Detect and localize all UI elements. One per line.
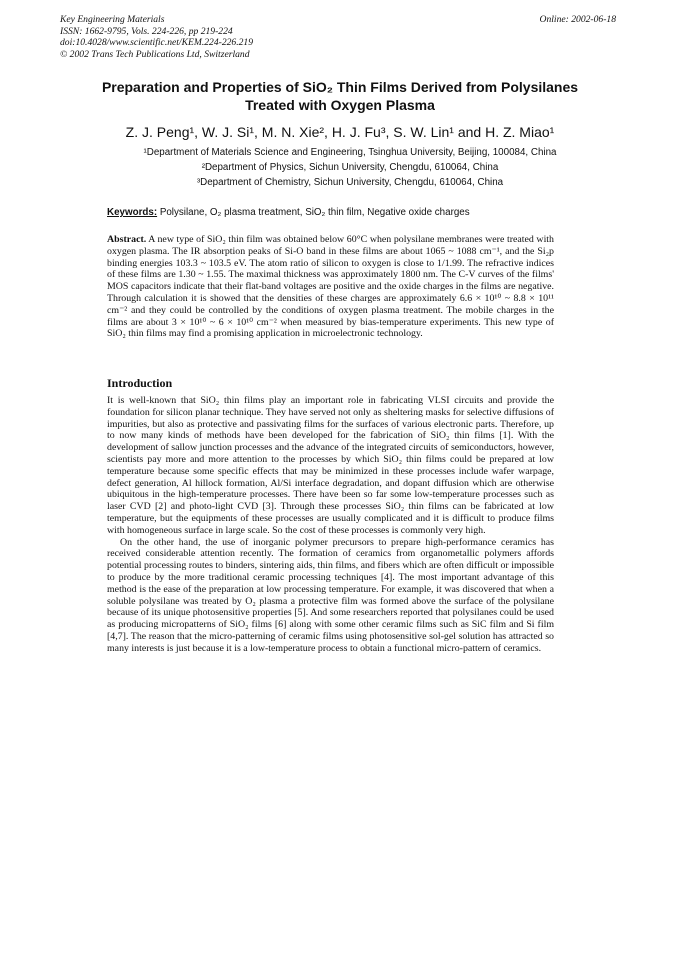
paper-title: Preparation and Properties of SiO₂ Thin Films Derived from Polysilanes Treated with Oxygen Plasma [101,79,579,113]
keywords [107,207,617,218]
paragraph: It is well-known that SiO₂ thin films play an important role in fabricating VLSI circuits and provide the foundation for silicon planar technique. They have served not only as sheltering masks for selective diffusions of impurities, but also as protective and passivating films for the surfaces of various electronic parts. Therefore, up to now many kinds of methods have been developed for the fabrication of SiO₂ thin films [1]. With the development of sallow junction processes and the advance of the integrated circuits of semiconductors, however, scientists pay more and more attention to the processes by which SiO₂ thin films could be prepared at low temperature because some specific effects that may be minimized in these processes include wafer warpage, defect generation, Al hillock formation, Al/Si interface degradation, and dopant diffusion which are otherwise ubiquitous in the high-temperature processes. There have been so far some low-temperature processes such as laser CVD [2] and photo-light CVD [3]. Through these processes SiO₂ thin films can be fabricated at low temperature, but the equipments of these processes are usually complicated and it is difficult to produce films with homogeneous surface in large scale. So the cost of these processes is commonly very high. [107,395,554,536]
journal-name: Key Engineering Materials [60,14,165,25]
issn-line: ISSN: 1662-9795, Vols. 224-226, pp 219-224 [60,25,233,37]
online-date: Online: 2002-06-18 [539,14,616,25]
section-heading-introduction: Introduction [107,376,173,390]
affiliation-1: ¹Department of Materials Science and Engineering, Tsinghua University, Beijing, 100084, China [143,147,557,158]
page-header [60,14,616,60]
keywords-text: Polysilane, O₂ plasma treatment, SiO₂ thin film, Negative oxide charges [159,207,470,218]
author-list: Z. J. Peng¹, W. J. Si¹, M. N. Xie², H. J. Fu³, S. W. Lin¹ and H. Z. Miao¹ [125,124,555,140]
abstract [107,234,554,340]
paragraph: On the other hand, the use of inorganic polymer precursors to prepare high-performance ceramics has received considerable attention recently. The formation of ceramics from organometallic polymers affords potential processing routes to binders, sintering aids, thin films, and fibers which are often difficult or impossible to produce by the more traditional ceramic processing techniques [4]. The most important advantage of this method is the ease of the preparation at low processing temperature. For example, it was discovered that when a soluble polysilane was treated by O₂ plasma a protective film was formed above the surface of the polysilane because of its unique photosensitive properties [5]. And some researchers reported that polysilanes could be used as producing micropatterns of SiO₂ films [6] along with some other ceramic films such as SiC film and Si film [4,7]. The reason that the micro-patterning of ceramic films using photosensitive sol-gel solution has attracted so many interests is just because it is a low-temperature process to obtain a functional micro-pattern of ceramics. [107,536,554,654]
doi-link[interactable]: doi:10.4028/www.scientific.net/KEM.224-226.219 [60,37,254,49]
abstract-label: Abstract. [107,234,147,245]
affiliation-3: ³Department of Chemistry, Sichun University, Chengdu, 610064, China [196,177,504,188]
abstract-text: A new type of SiO₂ thin film was obtained below 60°C when polysilane membranes were treated with oxygen plasma. The IR absorption peaks of Si-O band in these films are about 1065 ~ 1088 cm⁻¹, and the Si₂p binding energies 103.3 ~ 103.5 eV. The atom ratio of silicon to oxygen is close to 1/1.99. The refractive indices of these films are 1.30 ~ 1.55. The maximal thickness was approximately 1800 nm. The C-V curves of the films' MOS capacitors indicate that their flat-band voltages are positive and the oxide charges in the films are negative. Through calculation it is showed that the densities of these charges are approximately 6.6 × 10¹⁰ ~ 8.8 × 10¹¹ cm⁻² and they could be controlled by the conditions of oxygen plasma treatment. The mobile charges in the films are about 3 × 10¹⁰ ~ 6 × 10¹⁰ cm⁻² when measured by bias-temperature experiments. This new type of SiO₂ thin films may find a promising application in microelectronic technology. [107,234,554,340]
copyright-line: © 2002 Trans Tech Publications Ltd, Switzerland [60,48,250,60]
introduction-body [107,395,554,655]
keywords-label: Keywords: [107,207,158,218]
affiliation-2: ²Department of Physics, Sichun University, Chengdu, 610064, China [201,162,499,173]
